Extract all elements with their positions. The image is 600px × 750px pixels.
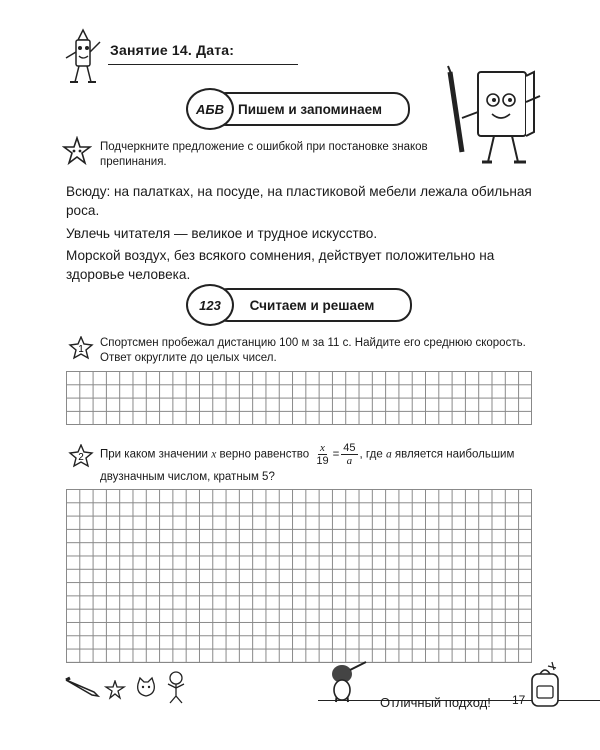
page-number: 17 — [512, 693, 526, 707]
section-pill-math — [212, 288, 412, 322]
task-number-1-icon — [68, 336, 94, 360]
section-title-math: Считаем и решаем — [249, 297, 375, 313]
fraction-45-a — [341, 442, 357, 467]
task2-text-after-1: , где — [359, 448, 383, 461]
answer-grid-task1[interactable] — [66, 371, 532, 425]
date-line — [108, 64, 298, 65]
section-title-writing: Пишем и запоминаем — [238, 101, 382, 117]
equals-sign: = — [332, 448, 340, 461]
task-number-2: 2 — [78, 452, 84, 463]
task2-text-mid: верно равенство — [219, 448, 310, 461]
frac2-den: a — [346, 455, 353, 467]
task2-text-before: При каком значении — [100, 448, 208, 461]
footer-text: Отличный подход! — [380, 695, 491, 710]
star-task-icon — [62, 136, 92, 166]
task-number-2-icon — [68, 444, 94, 468]
sentence-2: Увлечь читателя — великое и трудное искусство. — [66, 226, 378, 241]
fraction-x-19 — [314, 442, 330, 467]
frac1-num: x — [320, 442, 325, 454]
cat-doodle-icon — [134, 676, 158, 700]
pencil-mascot-icon — [60, 28, 106, 88]
section1-instruction: Подчеркните предложение с ошибкой при постановке знаков препинания. — [100, 141, 428, 168]
task-number-1: 1 — [78, 344, 84, 355]
frac2-num: 45 — [343, 442, 356, 454]
book-mascot-icon — [440, 62, 550, 172]
stick-figure-icon — [164, 670, 188, 704]
pencil-doodle-icon — [64, 676, 104, 698]
answer-grid-task2[interactable] — [66, 489, 532, 663]
numbers-icon-text: 123 — [199, 297, 221, 313]
task2-var-x: x — [211, 448, 217, 461]
task2-text-after-2: является наибольшим двузначным числом, кратным 5? — [100, 448, 515, 483]
sentence-1: Всюду: на палатках, на посуде, на пластиковой мебели лежала обильная роса. — [66, 184, 532, 218]
abc-icon — [186, 88, 234, 130]
frac1-den: 19 — [316, 455, 329, 467]
section-pill-writing — [210, 92, 410, 126]
task2-text — [100, 442, 530, 487]
task2-var-a: a — [385, 448, 392, 461]
sentence-3: Морской воздух, без всякого сомнения, действует положительно на здоровье человека. — [66, 248, 495, 282]
lesson-title: Занятие 14. Дата: — [110, 42, 235, 58]
star-doodle-icon — [104, 680, 126, 700]
backpack-icon — [528, 660, 564, 710]
task1-text: Спортсмен пробежал дистанцию 100 м за 11 с. Найдите его среднюю скорость. Ответ округлите до целых чисел. — [100, 337, 526, 364]
abc-icon-text: АБВ — [196, 101, 224, 117]
numbers-icon — [186, 284, 234, 326]
